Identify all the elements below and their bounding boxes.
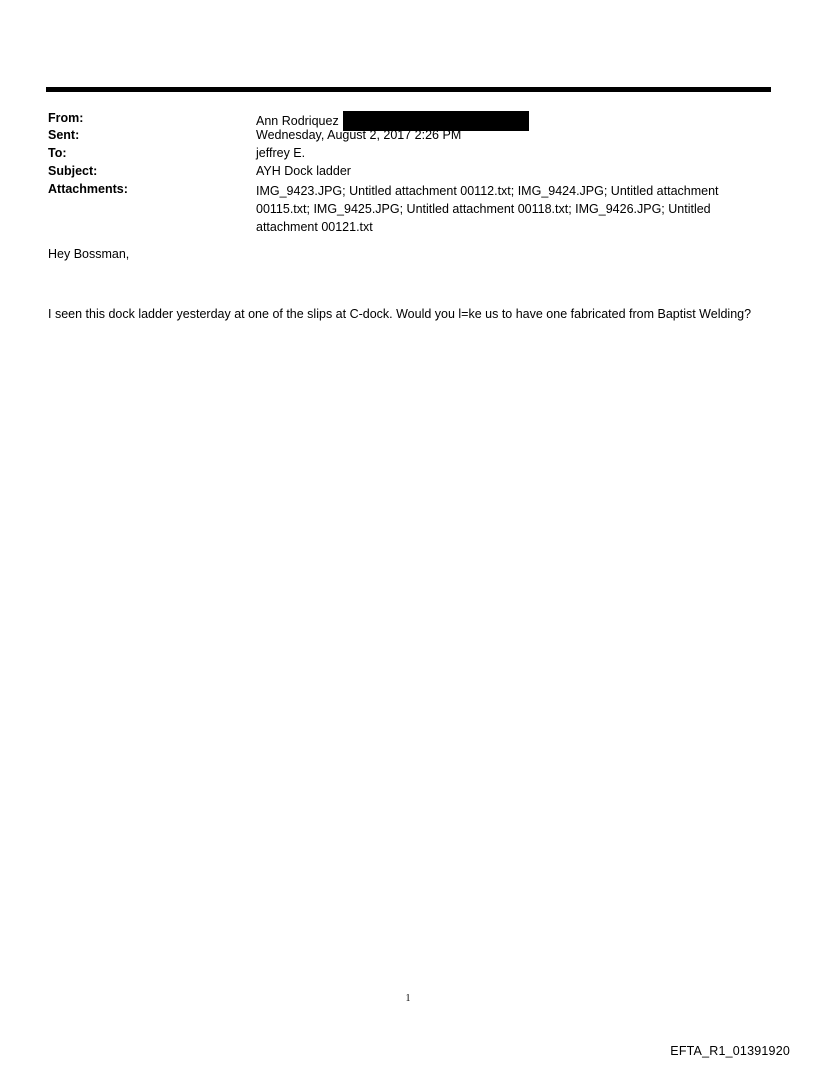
subject-label: Subject: xyxy=(48,164,98,178)
from-row xyxy=(48,111,768,126)
attachments-value: IMG_9423.JPG; Untitled attachment 00112.txt; IMG_9424.JPG; Untitled attachment 00115.txt; IMG_9425.JPG; Untitled attachment 00118.txt; IMG_9426.JPG; Untitled attachment 00121.txt xyxy=(256,184,719,234)
from-label: From: xyxy=(48,111,84,125)
to-label: To: xyxy=(48,146,67,160)
email-header xyxy=(48,111,768,236)
document-id: EFTA_R1_01391920 xyxy=(670,1044,790,1058)
sender-name: Ann Rodriquez xyxy=(256,114,339,128)
sent-value: Wednesday, August 2, 2017 2:26 PM xyxy=(256,128,462,142)
subject-value: AYH Dock ladder xyxy=(256,164,351,178)
sent-row xyxy=(48,128,768,143)
to-value: jeffrey E. xyxy=(256,146,306,160)
email-greeting: Hey Bossman, xyxy=(48,247,130,261)
subject-row xyxy=(48,164,768,179)
header-divider xyxy=(46,87,771,92)
sent-label: Sent: xyxy=(48,128,80,142)
to-row xyxy=(48,146,768,161)
page-number: 1 xyxy=(405,993,411,1004)
attachments-row xyxy=(48,182,768,236)
email-message: I seen this dock ladder yesterday at one of the slips at C-dock. Would you l=ke us to have one fabricated from Baptist Welding? xyxy=(48,307,752,321)
attachments-label: Attachments: xyxy=(48,182,128,196)
